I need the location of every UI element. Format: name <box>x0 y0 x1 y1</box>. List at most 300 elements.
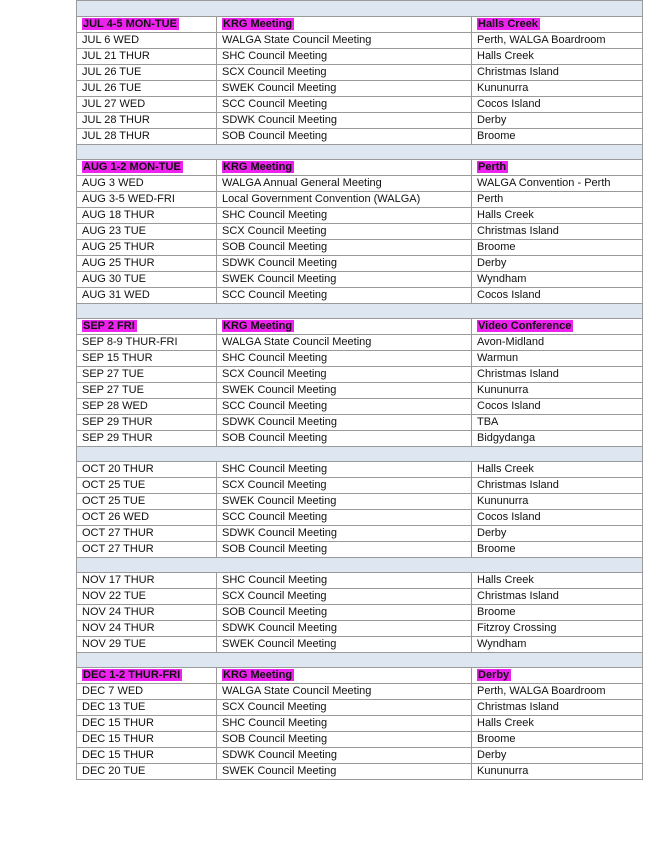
meeting-row <box>77 764 643 780</box>
date-text: SEP 8-9 THUR-FRI <box>82 336 178 348</box>
event-text: SHC Council Meeting <box>222 352 328 364</box>
meeting-row <box>77 224 643 240</box>
event-text: KRG Meeting <box>223 18 293 30</box>
date-cell <box>77 367 217 383</box>
event-cell <box>217 462 472 478</box>
location-text: Christmas Island <box>477 66 559 78</box>
meeting-row <box>77 700 643 716</box>
meeting-row <box>77 383 643 399</box>
event-text: WALGA State Council Meeting <box>222 336 372 348</box>
event-text: SDWK Council Meeting <box>222 527 337 539</box>
event-text: SOB Council Meeting <box>222 543 328 555</box>
date-text: JUL 27 WED <box>82 98 146 110</box>
event-cell <box>217 351 472 367</box>
date-cell <box>77 748 217 764</box>
date-cell <box>77 97 217 113</box>
event-text: SWEK Council Meeting <box>222 273 337 285</box>
event-cell <box>217 605 472 621</box>
event-cell <box>217 494 472 510</box>
location-text: Cocos Island <box>477 511 541 523</box>
location-cell <box>472 272 643 288</box>
event-text: SDWK Council Meeting <box>222 114 337 126</box>
date-text: NOV 29 TUE <box>82 638 146 650</box>
location-cell <box>472 97 643 113</box>
location-text: Perth, WALGA Boardroom <box>477 685 606 697</box>
event-cell <box>217 637 472 653</box>
highlighted-meeting-row <box>77 160 643 176</box>
date-text: SEP 2 FRI <box>83 320 135 332</box>
date-text: JUL 21 THUR <box>82 50 150 62</box>
date-text: AUG 23 TUE <box>82 225 146 237</box>
date-cell <box>77 256 217 272</box>
meeting-row <box>77 399 643 415</box>
date-cell <box>77 192 217 208</box>
date-text: AUG 3-5 WED-FRI <box>82 193 175 205</box>
event-text: KRG Meeting <box>223 320 293 332</box>
date-text: DEC 15 THUR <box>82 749 154 761</box>
date-cell <box>77 288 217 304</box>
location-cell <box>472 637 643 653</box>
date-text: SEP 28 WED <box>82 400 148 412</box>
meeting-row <box>77 462 643 478</box>
location-text: Broome <box>477 543 516 555</box>
location-cell <box>472 81 643 97</box>
highlighted-meeting-row <box>77 17 643 33</box>
event-cell <box>217 97 472 113</box>
location-text: Christmas Island <box>477 368 559 380</box>
location-text: Warmun <box>477 352 519 364</box>
event-text: SCX Council Meeting <box>222 225 327 237</box>
event-text: SHC Council Meeting <box>222 50 328 62</box>
meeting-row <box>77 335 643 351</box>
event-text: SHC Council Meeting <box>222 209 328 221</box>
date-cell <box>77 542 217 558</box>
location-cell <box>472 160 643 176</box>
location-text: Broome <box>477 733 516 745</box>
date-text: JUL 28 THUR <box>82 114 150 126</box>
location-cell <box>472 431 643 447</box>
date-text: OCT 25 TUE <box>82 495 146 507</box>
event-text: SOB Council Meeting <box>222 733 328 745</box>
event-cell <box>217 573 472 589</box>
location-text: Kununurra <box>477 82 529 94</box>
location-text: Christmas Island <box>477 225 559 237</box>
meeting-row <box>77 49 643 65</box>
location-cell <box>472 621 643 637</box>
location-cell <box>472 335 643 351</box>
location-text: Derby <box>477 749 507 761</box>
event-text: SDWK Council Meeting <box>222 416 337 428</box>
location-text: Halls Creek <box>477 50 534 62</box>
event-text: SWEK Council Meeting <box>222 638 337 650</box>
section-separator <box>77 1 643 17</box>
event-cell <box>217 431 472 447</box>
meeting-row <box>77 65 643 81</box>
event-text: WALGA State Council Meeting <box>222 34 372 46</box>
event-text: SOB Council Meeting <box>222 432 328 444</box>
location-cell <box>472 399 643 415</box>
date-cell <box>77 637 217 653</box>
event-cell <box>217 65 472 81</box>
location-cell <box>472 367 643 383</box>
date-cell <box>77 732 217 748</box>
date-cell <box>77 33 217 49</box>
event-text: KRG Meeting <box>223 669 293 681</box>
date-text: SEP 29 THUR <box>82 416 153 428</box>
event-text: SDWK Council Meeting <box>222 749 337 761</box>
meeting-row <box>77 415 643 431</box>
location-cell <box>472 510 643 526</box>
location-text: Christmas Island <box>477 701 559 713</box>
event-cell <box>217 684 472 700</box>
date-cell <box>77 335 217 351</box>
event-text: KRG Meeting <box>223 161 293 173</box>
meeting-row <box>77 351 643 367</box>
meeting-row <box>77 589 643 605</box>
event-text: SOB Council Meeting <box>222 606 328 618</box>
event-text: SCC Council Meeting <box>222 400 328 412</box>
event-text: SWEK Council Meeting <box>222 495 337 507</box>
event-text: WALGA State Council Meeting <box>222 685 372 697</box>
date-text: AUG 3 WED <box>82 177 144 189</box>
event-text: SCX Council Meeting <box>222 590 327 602</box>
location-text: Broome <box>477 241 516 253</box>
date-cell <box>77 415 217 431</box>
date-cell <box>77 462 217 478</box>
location-text: Kununurra <box>477 495 529 507</box>
location-text: Bidgydanga <box>477 432 536 444</box>
date-text: DEC 20 TUE <box>82 765 146 777</box>
meeting-row <box>77 542 643 558</box>
location-cell <box>472 288 643 304</box>
event-text: SOB Council Meeting <box>222 241 328 253</box>
date-cell <box>77 272 217 288</box>
date-cell <box>77 129 217 145</box>
meeting-row <box>77 431 643 447</box>
event-cell <box>217 668 472 684</box>
event-text: SOB Council Meeting <box>222 130 328 142</box>
event-cell <box>217 288 472 304</box>
date-cell <box>77 399 217 415</box>
date-text: JUL 26 TUE <box>82 82 142 94</box>
location-text: Wyndham <box>477 638 527 650</box>
separator-cell <box>77 1 643 17</box>
event-cell <box>217 208 472 224</box>
event-cell <box>217 383 472 399</box>
event-text: SWEK Council Meeting <box>222 384 337 396</box>
date-cell <box>77 176 217 192</box>
date-text: OCT 26 WED <box>82 511 150 523</box>
event-text: SHC Council Meeting <box>222 717 328 729</box>
location-cell <box>472 208 643 224</box>
meeting-row <box>77 97 643 113</box>
date-text: JUL 6 WED <box>82 34 140 46</box>
highlighted-meeting-row <box>77 668 643 684</box>
location-cell <box>472 462 643 478</box>
event-cell <box>217 335 472 351</box>
location-cell <box>472 383 643 399</box>
location-text: Kununurra <box>477 765 529 777</box>
location-cell <box>472 605 643 621</box>
event-cell <box>217 319 472 335</box>
location-cell <box>472 192 643 208</box>
date-text: DEC 13 TUE <box>82 701 146 713</box>
meeting-row <box>77 510 643 526</box>
location-text: Video Conference <box>478 320 572 332</box>
date-text: NOV 22 TUE <box>82 590 146 602</box>
date-cell <box>77 621 217 637</box>
date-text: DEC 7 WED <box>82 685 144 697</box>
date-cell <box>77 65 217 81</box>
event-cell <box>217 367 472 383</box>
event-text: WALGA Annual General Meeting <box>222 177 382 189</box>
date-cell <box>77 351 217 367</box>
location-text: Perth, WALGA Boardroom <box>477 34 606 46</box>
date-text: OCT 27 THUR <box>82 543 154 555</box>
date-cell <box>77 526 217 542</box>
meeting-row <box>77 748 643 764</box>
highlighted-meeting-row <box>77 319 643 335</box>
event-cell <box>217 17 472 33</box>
date-text: AUG 30 TUE <box>82 273 146 285</box>
event-cell <box>217 240 472 256</box>
location-text: Derby <box>478 669 510 681</box>
meeting-row <box>77 240 643 256</box>
location-cell <box>472 700 643 716</box>
meeting-schedule-table <box>76 0 643 780</box>
date-cell <box>77 49 217 65</box>
event-text: SCX Council Meeting <box>222 701 327 713</box>
date-cell <box>77 160 217 176</box>
event-cell <box>217 510 472 526</box>
location-cell <box>472 478 643 494</box>
location-cell <box>472 764 643 780</box>
meeting-row <box>77 637 643 653</box>
location-cell <box>472 589 643 605</box>
date-cell <box>77 764 217 780</box>
date-text: AUG 25 THUR <box>82 241 155 253</box>
date-cell <box>77 113 217 129</box>
event-cell <box>217 732 472 748</box>
event-text: SWEK Council Meeting <box>222 765 337 777</box>
event-text: SHC Council Meeting <box>222 463 328 475</box>
date-cell <box>77 668 217 684</box>
location-cell <box>472 319 643 335</box>
date-cell <box>77 589 217 605</box>
date-text: SEP 27 TUE <box>82 384 144 396</box>
event-text: SHC Council Meeting <box>222 574 328 586</box>
location-cell <box>472 573 643 589</box>
date-text: DEC 15 THUR <box>82 717 154 729</box>
meeting-row <box>77 113 643 129</box>
date-cell <box>77 17 217 33</box>
location-text: Derby <box>477 527 507 539</box>
event-text: SCC Council Meeting <box>222 98 328 110</box>
event-cell <box>217 478 472 494</box>
date-text: JUL 28 THUR <box>82 130 150 142</box>
location-text: TBA <box>477 416 499 428</box>
location-text: WALGA Convention - Perth <box>477 177 611 189</box>
separator-cell <box>77 145 643 160</box>
date-text: DEC 1-2 THUR-FRI <box>83 669 181 681</box>
event-text: SCC Council Meeting <box>222 511 328 523</box>
location-cell <box>472 351 643 367</box>
section-separator <box>77 558 643 573</box>
meeting-row <box>77 256 643 272</box>
separator-cell <box>77 653 643 668</box>
location-cell <box>472 494 643 510</box>
meeting-row <box>77 192 643 208</box>
event-cell <box>217 129 472 145</box>
event-cell <box>217 81 472 97</box>
location-text: Fitzroy Crossing <box>477 622 557 634</box>
date-text: NOV 24 THUR <box>82 622 155 634</box>
location-text: Cocos Island <box>477 98 541 110</box>
location-text: Avon-Midland <box>477 336 545 348</box>
event-cell <box>217 49 472 65</box>
meeting-row <box>77 494 643 510</box>
location-cell <box>472 17 643 33</box>
location-cell <box>472 256 643 272</box>
section-separator <box>77 304 643 319</box>
event-cell <box>217 764 472 780</box>
location-text: Christmas Island <box>477 590 559 602</box>
section-separator <box>77 653 643 668</box>
location-text: Halls Creek <box>477 574 534 586</box>
schedule-body <box>77 1 643 780</box>
location-text: Derby <box>477 257 507 269</box>
event-cell <box>217 272 472 288</box>
meeting-row <box>77 129 643 145</box>
location-text: Halls Creek <box>477 463 534 475</box>
meeting-row <box>77 732 643 748</box>
date-text: OCT 25 TUE <box>82 479 146 491</box>
location-text: Broome <box>477 130 516 142</box>
event-cell <box>217 589 472 605</box>
event-text: SCX Council Meeting <box>222 368 327 380</box>
meeting-row <box>77 716 643 732</box>
meeting-row <box>77 288 643 304</box>
date-cell <box>77 240 217 256</box>
event-cell <box>217 113 472 129</box>
location-cell <box>472 240 643 256</box>
separator-cell <box>77 447 643 462</box>
event-cell <box>217 176 472 192</box>
location-text: Perth <box>478 161 507 173</box>
location-cell <box>472 113 643 129</box>
location-text: Cocos Island <box>477 289 541 301</box>
location-cell <box>472 65 643 81</box>
meeting-row <box>77 367 643 383</box>
event-cell <box>217 160 472 176</box>
event-cell <box>217 415 472 431</box>
event-text: SDWK Council Meeting <box>222 257 337 269</box>
date-text: OCT 20 THUR <box>82 463 154 475</box>
event-cell <box>217 33 472 49</box>
location-cell <box>472 526 643 542</box>
location-cell <box>472 49 643 65</box>
meeting-row <box>77 605 643 621</box>
event-cell <box>217 542 472 558</box>
date-cell <box>77 700 217 716</box>
event-cell <box>217 716 472 732</box>
meeting-row <box>77 478 643 494</box>
date-text: NOV 17 THUR <box>82 574 155 586</box>
meeting-row <box>77 526 643 542</box>
event-cell <box>217 256 472 272</box>
date-text: JUL 26 TUE <box>82 66 142 78</box>
date-cell <box>77 716 217 732</box>
date-cell <box>77 684 217 700</box>
date-text: AUG 31 WED <box>82 289 150 301</box>
event-text: SDWK Council Meeting <box>222 622 337 634</box>
event-cell <box>217 621 472 637</box>
event-text: SCC Council Meeting <box>222 289 328 301</box>
separator-cell <box>77 558 643 573</box>
location-cell <box>472 129 643 145</box>
location-text: Halls Creek <box>478 18 538 30</box>
date-text: AUG 18 THUR <box>82 209 155 221</box>
event-cell <box>217 192 472 208</box>
location-text: Broome <box>477 606 516 618</box>
location-cell <box>472 732 643 748</box>
date-text: DEC 15 THUR <box>82 733 154 745</box>
location-cell <box>472 176 643 192</box>
location-cell <box>472 542 643 558</box>
date-text: SEP 15 THUR <box>82 352 153 364</box>
event-cell <box>217 399 472 415</box>
date-cell <box>77 319 217 335</box>
date-text: SEP 29 THUR <box>82 432 153 444</box>
location-text: Christmas Island <box>477 479 559 491</box>
location-cell <box>472 33 643 49</box>
location-text: Cocos Island <box>477 400 541 412</box>
location-cell <box>472 716 643 732</box>
date-text: NOV 24 THUR <box>82 606 155 618</box>
date-cell <box>77 431 217 447</box>
date-cell <box>77 573 217 589</box>
meeting-row <box>77 684 643 700</box>
date-cell <box>77 81 217 97</box>
location-text: Wyndham <box>477 273 527 285</box>
date-text: AUG 1-2 MON-TUE <box>83 161 181 173</box>
event-cell <box>217 224 472 240</box>
date-text: SEP 27 TUE <box>82 368 144 380</box>
separator-cell <box>77 304 643 319</box>
location-text: Perth <box>477 193 504 205</box>
date-text: JUL 4-5 MON-TUE <box>83 18 177 30</box>
event-text: SCX Council Meeting <box>222 479 327 491</box>
event-cell <box>217 526 472 542</box>
location-text: Derby <box>477 114 507 126</box>
meeting-row <box>77 573 643 589</box>
event-text: SWEK Council Meeting <box>222 82 337 94</box>
location-cell <box>472 668 643 684</box>
date-cell <box>77 478 217 494</box>
section-separator <box>77 447 643 462</box>
date-cell <box>77 224 217 240</box>
meeting-row <box>77 81 643 97</box>
event-cell <box>217 700 472 716</box>
location-text: Halls Creek <box>477 209 534 221</box>
location-text: Halls Creek <box>477 717 534 729</box>
meeting-row <box>77 176 643 192</box>
location-cell <box>472 748 643 764</box>
date-cell <box>77 510 217 526</box>
date-text: AUG 25 THUR <box>82 257 155 269</box>
date-text: OCT 27 THUR <box>82 527 154 539</box>
location-text: Kununurra <box>477 384 529 396</box>
